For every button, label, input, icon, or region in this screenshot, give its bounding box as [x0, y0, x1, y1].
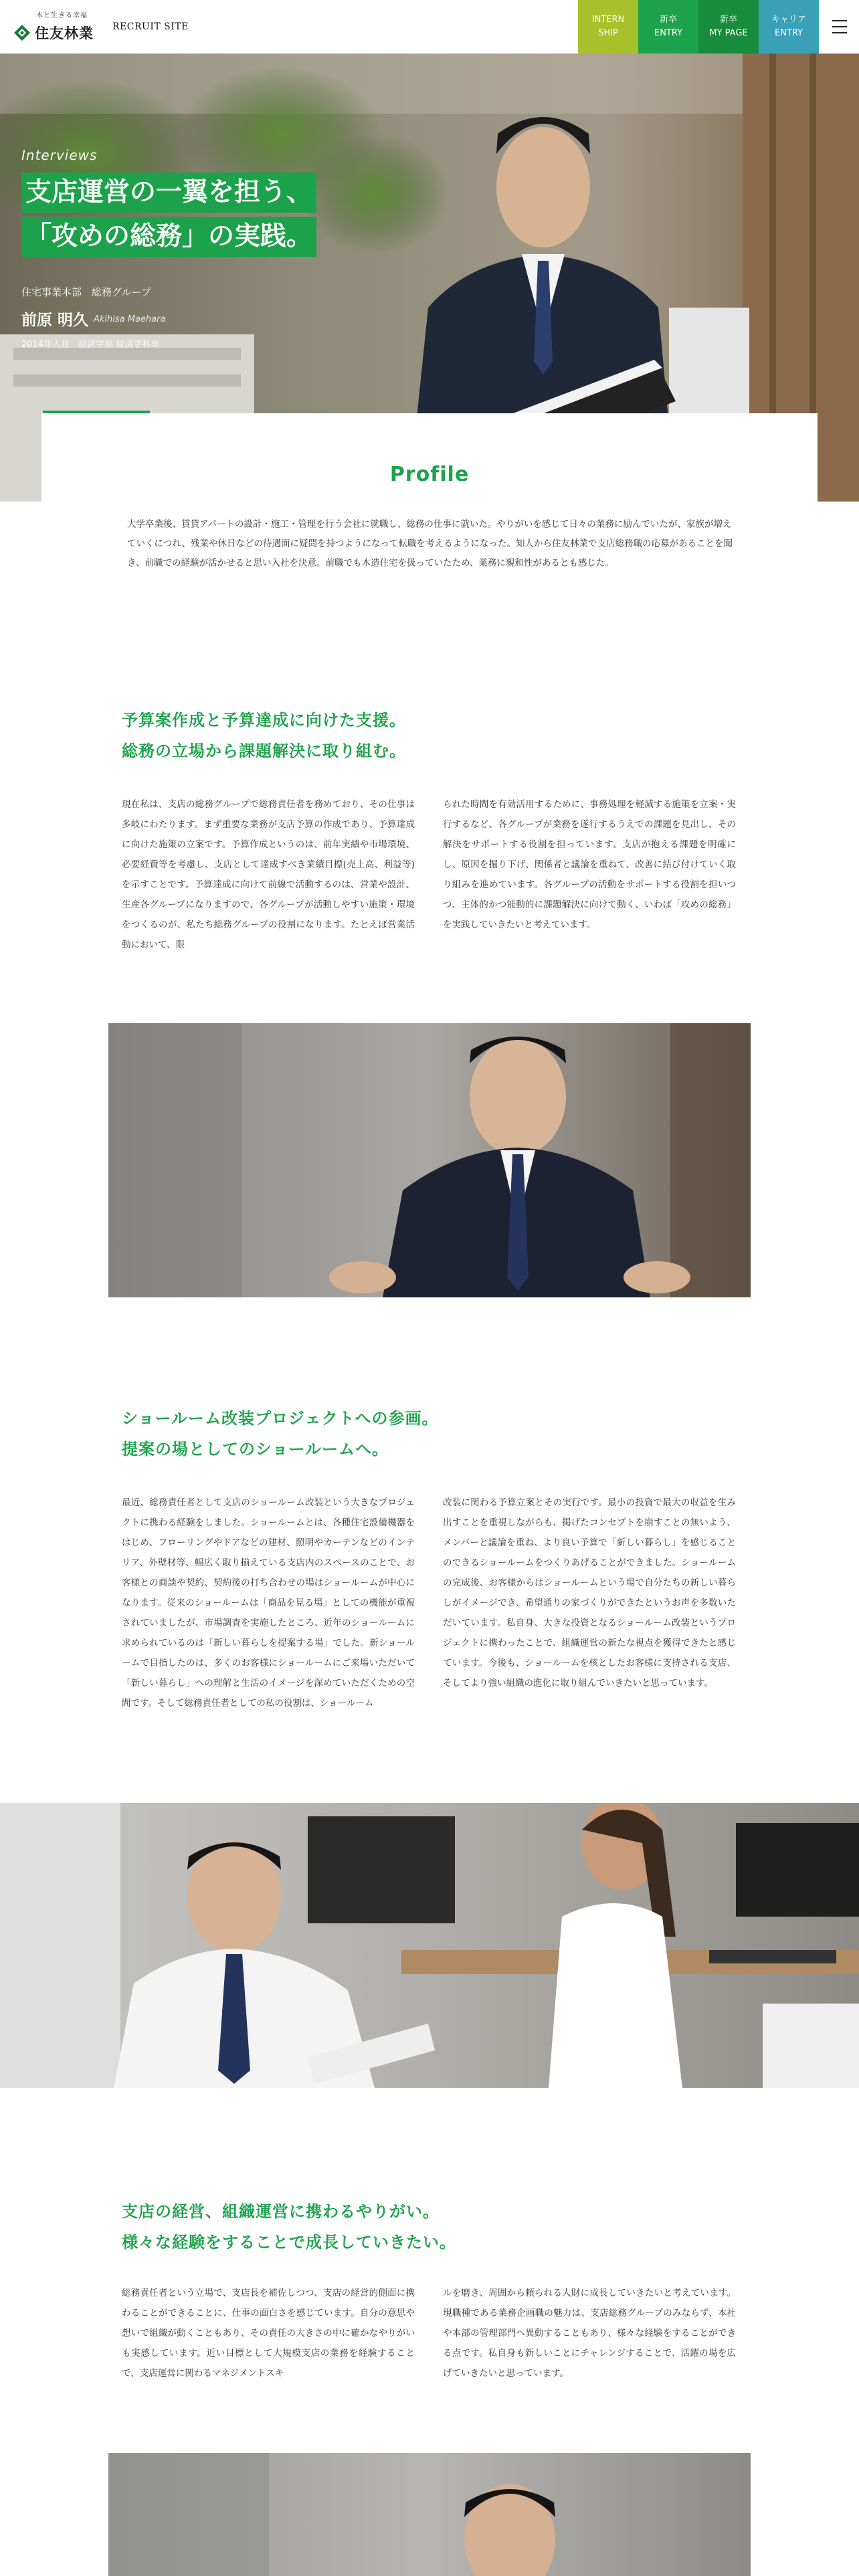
section-heading — [122, 2196, 456, 2258]
nav-label: INTERN — [591, 15, 625, 25]
interview-photo-3 — [108, 2453, 751, 2576]
recruit-site-label[interactable]: RECRUIT SITE — [112, 21, 189, 32]
nav-label: ENTRY — [654, 28, 683, 38]
section-body-right: ルを磨き、周囲から頼られる人財に成長していきたいと考えています。現職種である業務企画職の魅力は、支店総務グループのみならず、本社や本部の管理部門へ異動することもあり、様々な経験をすることができる点です。私自身も新しいことにチャレンジすることで、活躍の場を広げていきたいと思っています。 — [443, 2288, 736, 2379]
hero-text — [21, 147, 316, 261]
page-title — [21, 173, 316, 261]
nav-career-entry-button[interactable] — [759, 0, 819, 53]
nav-label: ENTRY — [774, 28, 803, 38]
employee-department: 住宅事業本部 総務グループ — [21, 286, 151, 298]
nav-label: MY PAGE — [709, 28, 748, 38]
section-heading — [122, 1403, 439, 1465]
hamburger-menu-icon[interactable] — [819, 0, 859, 53]
nav-label: SHIP — [598, 28, 618, 38]
hero-eyebrow: Interviews — [21, 147, 98, 163]
employee-name-en: Akihisa Maehara — [94, 314, 166, 324]
logo-name: 住友林業 — [35, 25, 94, 41]
nav-label: キャリア — [771, 15, 806, 25]
section-body-left: 現在私は、支店の総務グループで総務責任者を務めており、その仕事は多岐にわたります。まず重要な業務が支店予算の作成であり、予算達成に向けた施策の立案です。予算作成というのは、前年実績や市場環境、必要経費等を考慮し、支店として達成すべき業績目標(売上高、利益等)を示すことです。予算達成に向けて前線で活動するのは、営業や設計、生産各グループになりますので、各グループが活動しやすい施策・環境をつくるのが、私たち総務グループの役割になります。たとえば営業活動において、限 — [122, 799, 415, 950]
employee-join-info: 2014年入社 経済学部 経済学科卒 — [21, 340, 160, 350]
title-line: 支店運営の一翼を担う、 — [21, 173, 316, 213]
heading-line: 様々な経験をすることで成長していきたい。 — [122, 2233, 456, 2252]
nav-internship-button[interactable] — [578, 0, 638, 53]
logo-tagline: 木と生きる幸福 — [36, 12, 88, 19]
interview-photo-1 — [108, 1023, 751, 1297]
section-body-left: 最近、総務責任者として支店のショールーム改装という大きなプロジェクトに携わる経験をしました。ショールームとは、各種住宅設備機器をはじめ、フローリングやドアなどの建材、照明やカーテンなどのインテリア、外壁材等、幅広く取り揃えている支店内のスペースのことで、お客様との商談や契約、契約後の打ち合わせの場はショールームが中心になります。従来のショールームは「商品を見る場」としての機能が重視されていましたが、市場調査を実施したところ、近年のショールームに求められているのは「新しい暮らしを提案する場」でした。新ショールームで目指したのは、多くのお客様にショールームにご来場いただいて「新しい暮らし」への理解と生活のイメージを深めていただくための空間です。そして総務責任者としての私の役割は、ショールーム — [122, 1497, 415, 1709]
company-logo[interactable] — [13, 9, 100, 44]
profile-section — [41, 413, 818, 614]
nav-label: 新卒 — [659, 15, 677, 25]
heading-line: 提案の場としてのショールームへ。 — [122, 1440, 389, 1459]
nav-new-grad-mypage-button[interactable] — [698, 0, 759, 53]
section-body-left: 総務責任者という立場で、支店長を補佐しつつ、支店の経営的側面に携わることができることに、仕事の面白さを感じています。自分の意思や想いで組織が動くこともあり、その責任の大きさの中に確かなやりがいも実感しています。近い目標として大規模支店の業務を経験することで、支店運営に関わるマネジメントスキ — [122, 2288, 415, 2379]
heading-line: 総務の立場から課題解決に取り組む。 — [122, 742, 406, 760]
profile-title: Profile — [389, 463, 470, 486]
nav-new-grad-entry-button[interactable] — [638, 0, 698, 53]
heading-line: 予算案作成と予算達成に向けた支援。 — [122, 711, 406, 730]
site-header — [0, 0, 859, 53]
section-body-right: られた時間を有効活用するために、事務処理を軽減する施策を立案・実行するなど、各グループが業務を遂行するうえでの課題を見出し、その解決をサポートする役割を担っています。支店が抱える課題を明確にし、原因を掘り下げ、関係者と議論を重ねて、改善に結び付けていく取り組みを進めています。各グループの活動をサポートする役割を担いつつ、主体的かつ能動的に課題解決に向けて動く、いわば「攻めの総務」を実践していきたいと考えています。 — [443, 799, 736, 930]
title-line: 「攻めの総務」の実践。 — [21, 217, 316, 257]
section-heading — [122, 705, 406, 766]
profile-body: 大学卒業後、賃貸アパートの設計・施工・管理を行う会社に就職し、総務の仕事に就いた。やりがいを感じて日々の業務に励んでいたが、家族が増えていくにつれ、残業や休日などの待遇面に疑問を持つようになって転職を考えるようになった。知人から住友林業で支店総務職の応募があることを聞き、前職での経験が活かせると思い入社を決意。前職でも木造住宅を扱っていたため、業務に親和性があるとも感じた。 — [127, 519, 733, 568]
interview-photo-2 — [0, 1803, 859, 2088]
logo-mark-icon — [13, 24, 31, 41]
heading-line: ショールーム改装プロジェクトへの参画。 — [122, 1409, 439, 1428]
section-body-right: 改装に関わる予算立案とその実行です。最小の投資で最大の収益を生み出すことを重視しながらも、掲げたコンセプトを崩すことの無いよう、メンバーと議論を重ね、より良い予算で「新しい暮らし」を感じることのできるショールームをつくりあげることができました。ショールームの完成後、お客様からはショールームという場で自分たちの新しい暮らしがイメージでき、希望通りの家づくりができたというお声を多数いただいています。私自身、大きな投資となるショールーム改装というプロジェクトに携わったことで、組織運営の新たな視点を獲得できたと感じています。今後も、ショールームを核としたお客様に支持される支店、そしてより強い組織の進化に取り組んでいきたいと思っています。 — [443, 1497, 736, 1689]
employee-name: 前原 明久 — [21, 312, 89, 329]
heading-line: 支店の経営、組織運営に携わるやりがい。 — [122, 2202, 440, 2221]
nav-label: 新卒 — [719, 15, 737, 25]
